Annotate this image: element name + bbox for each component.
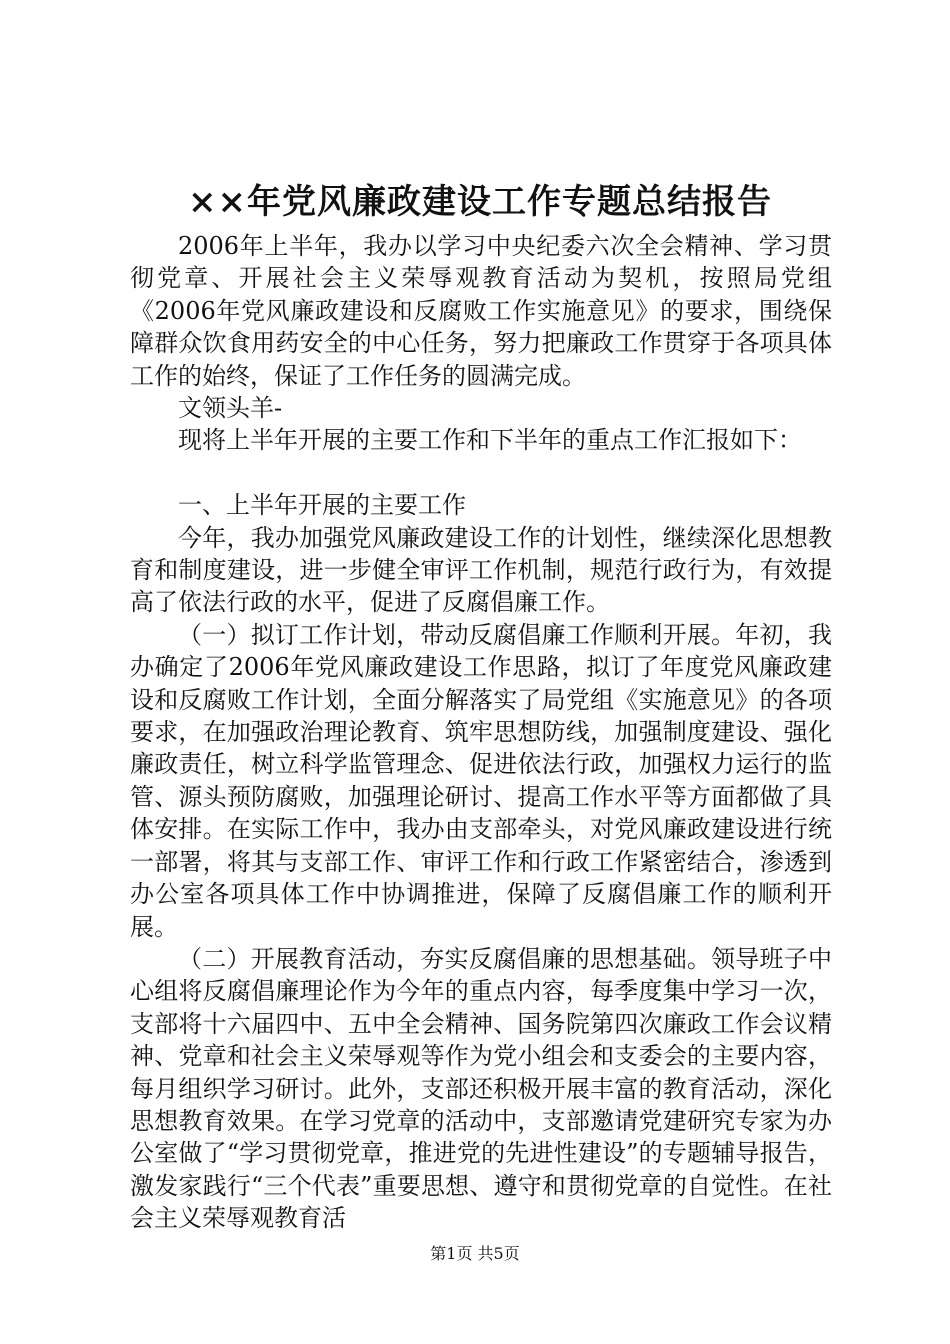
- paragraph-report-lead: 现将上半年开展的主要工作和下半年的重点工作汇报如下：: [178, 426, 802, 455]
- paragraph-subsection-2: （二）开展教育活动，夯实反腐倡廉的思想基础。领导班子中心组将反腐倡廉理论作为今年的重点内容，每季度集中学习一次，支部将十六届四中、五中全会精神、国务院第四次廉政工作会议精神、党章和社会主义荣辱观等作为党小组会和支委会的主要内容，每月组织学习研讨。此外，支部还积极开展丰富的教育活动，深化思想教育效果。在学习党章的活动中，支部邀请党建研究专家为办公室做了“学习贯彻党章，推进党的先进性建设”的专题辅导报告，激发家践行“三个代表”重要思想、遵守和贯彻党章的自觉性。在社会主义荣辱观教育活: [130, 944, 832, 1233]
- paragraph-section-1-intro: 今年，我办加强党风廉政建设工作的计划性，继续深化思想教育和制度建设，进一步健全审评工作机制，规范行政行为，有效提高了依法行政的水平，促进了反腐倡廉工作。: [130, 523, 832, 617]
- blank-line: [130, 457, 832, 489]
- document-body: [130, 230, 832, 1235]
- paragraph-watermark-text: 文领头羊-: [178, 394, 283, 423]
- paragraph-subsection-1: （一）拟订工作计划，带动反腐倡廉工作顺利开展。年初，我办确定了2006年党风廉政建设工作思路，拟订了年度党风廉政建设和反腐败工作计划，全面分解落实了局党组《实施意见》的各项要求，在加强政治理论教育、筑牢思想防线，加强制度建设、强化廉政责任，树立科学监管理念、促进依法行政，加强权力运行的监管、源头预防腐败，加强理论研讨、提高工作水平等方面都做了具体安排。在实际工作中，我办由支部牵头，对党风廉政建设进行统一部署，将其与支部工作、审评工作和行政工作紧密结合，渗透到办公室各项具体工作中协调推进，保障了反腐倡廉工作的顺利开展。: [130, 620, 832, 941]
- page-footer: 第1页 共5页: [430, 1244, 520, 1263]
- document-title: ××年党风廉政建设工作专题总结报告: [188, 182, 772, 222]
- paragraph-intro: 2006年上半年，我办以学习中央纪委六次全会精神、学习贯彻党章、开展社会主义荣辱观教育活动为契机，按照局党组《2006年党风廉政建设和反腐败工作实施意见》的要求，围绕保障群众饮食用药安全的中心任务，努力把廉政工作贯穿于各项具体工作的始终，保证了工作任务的圆满完成。: [130, 232, 832, 390]
- section-heading-1: 一、上半年开展的主要工作: [178, 491, 466, 520]
